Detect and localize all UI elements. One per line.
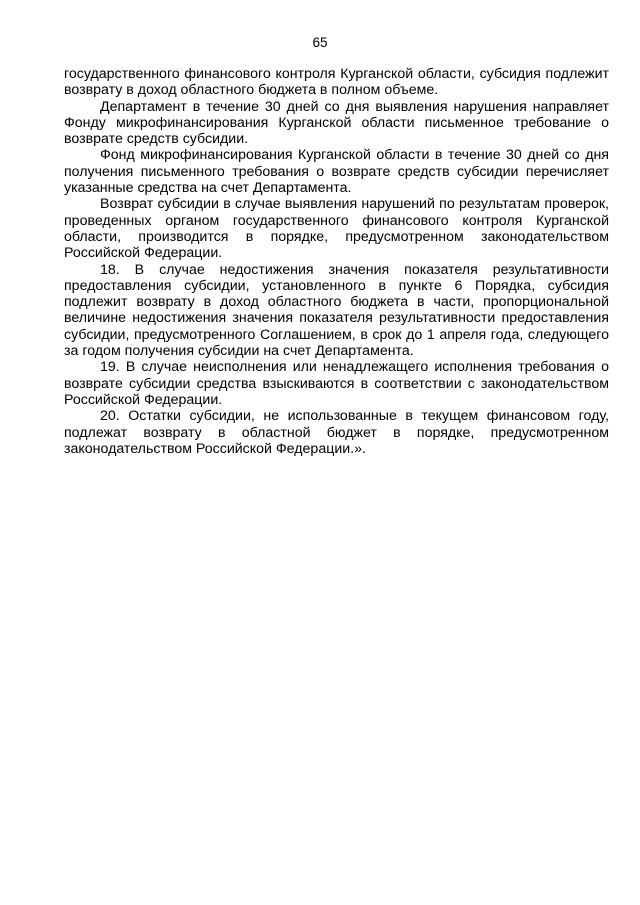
page-number: 65 xyxy=(312,35,328,50)
paragraph-item-20: 20. Остатки субсидии, не использованные в текущем финансовом году, подлежат возврату в областной бюджет в порядке, предусмотренном законодательством Российской Федерации.». xyxy=(64,408,609,457)
paragraph-fund-transfer: Фонд микрофинансирования Курганской области в течение 30 дней со дня получения письменного требования о возврате средств субсидии перечисляет указанные средства на счет Департамента. xyxy=(64,147,609,197)
document-body xyxy=(64,66,609,457)
paragraph-item-18: 18. В случае недостижения значения показателя результативности предоставления субсидии, установленного в пункте 6 Порядка, субсидия подлежит возврату в доход областного бюджета в части, пропорциональной величине недостижения значения показателя результативности предоставления субсидии, предусмотренного Соглашением, в срок до 1 апреля года, следующего за годом получения субсидии на счет Департамента. xyxy=(64,261,609,360)
paragraph-audit-return: Возврат субсидии в случае выявления нарушений по результатам проверок, проведенных органом государственного финансового контроля Курганской области, производится в порядке, предусмотренном законодательством Российской Федерации. xyxy=(64,196,609,262)
paragraph-continuation: государственного финансового контроля Курганской области, субсидия подлежит возврату в доход областного бюджета в полном объеме. xyxy=(64,66,609,99)
paragraph-department-notice: Департамент в течение 30 дней со дня выявления нарушения направляет Фонду микрофинансирования Курганской области письменное требование о возврате средств субсидии. xyxy=(64,98,609,148)
paragraph-item-19: 19. В случае неисполнения или ненадлежащего исполнения требования о возврате субсидии средства взыскиваются в соответствии с законодательством Российской Федерации. xyxy=(64,359,609,408)
